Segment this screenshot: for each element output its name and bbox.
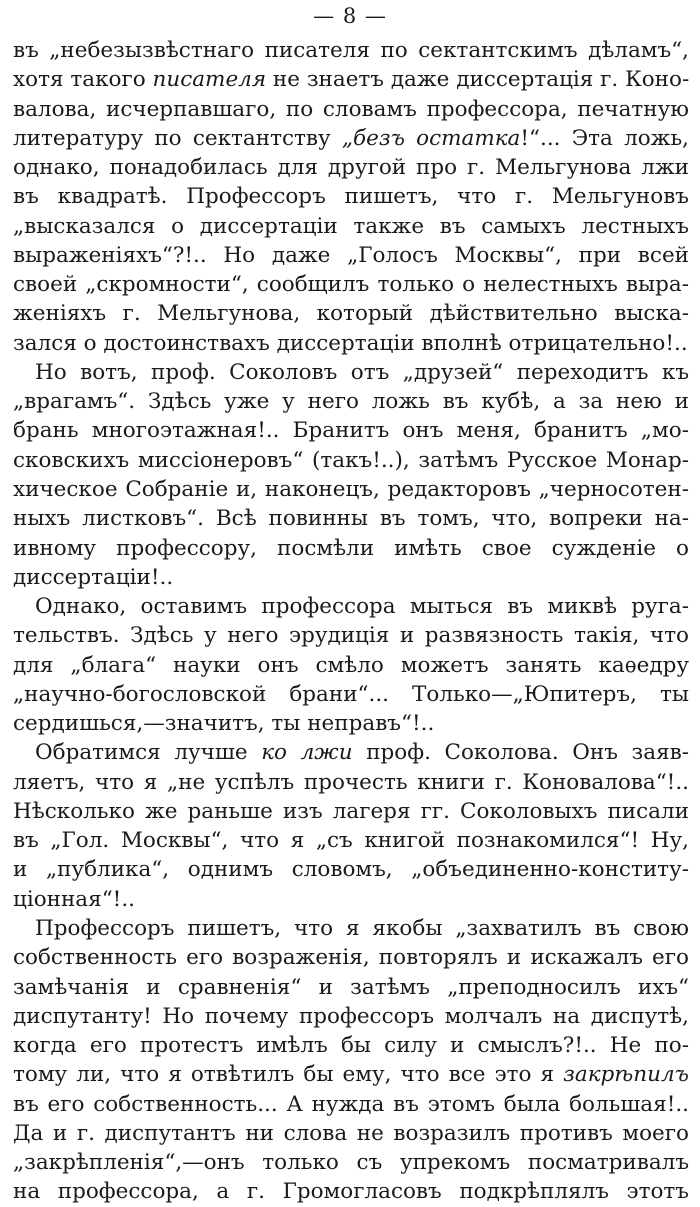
text-segment: сердишься,—значитъ, ты неправъ“!.. [13, 711, 435, 737]
text-segment: „врагамъ“. Здѣсь уже у него ложь въ кубѣ, а за нею и [13, 389, 689, 415]
text-line [13, 797, 689, 826]
text-line [13, 153, 689, 182]
page-number: — 8 — [313, 4, 387, 28]
text-line [13, 885, 689, 914]
text-segment: и „публика“, однимъ словомъ, „объединенно-конститу- [13, 857, 689, 883]
text-segment: собственность его возраженія, повторялъ и искажалъ его [13, 945, 689, 971]
text-segment: Обратимся лучше [35, 740, 262, 766]
text-segment: ляетъ, что я „не успѣлъ прочесть книги г. Коновалова“!.. [13, 769, 689, 795]
text-line [13, 1060, 689, 1089]
text-line [13, 914, 689, 943]
text-segment: Нѣсколько же раньше изъ лагеря гг. Соколовыхъ писали [13, 798, 689, 824]
text-line [13, 709, 689, 738]
text-segment: брань многоэтажная!.. Бранитъ онъ меня, бранитъ „мо- [13, 418, 689, 444]
text-line [13, 1119, 689, 1148]
text-segment: однако, понадобилась для другой про г. Мельгунова лжи [13, 155, 689, 181]
text-line [13, 475, 689, 504]
text-segment: хотя такого [13, 67, 153, 93]
text-segment: „высказался о диссертаціи также въ самыхъ лестныхъ [13, 213, 689, 239]
text-segment: для „блага“ науки онъ смѣло можетъ занять каѳедру [13, 652, 689, 678]
text-line [13, 416, 689, 445]
text-segment: „закрѣпленія“,—онъ только съ упрекомъ посматривалъ [13, 1150, 689, 1176]
text-segment: въ его собственность... А нужда въ этомъ была большая!.. [13, 1091, 689, 1117]
body-text [13, 36, 689, 1207]
text-line [13, 65, 689, 94]
text-segment: тельствъ. Здѣсь у него эрудиція и развязность такія, что [13, 623, 689, 649]
text-line [13, 680, 689, 709]
text-segment: „научно-богословской брани“... Только—„Юпитеръ, ты [13, 681, 689, 707]
italic-text: ко лжи [261, 740, 353, 766]
text-segment: Да и г. диспутантъ ни слова не возразилъ противъ моего [13, 1120, 689, 1146]
text-line [13, 1031, 689, 1060]
text-segment: Но вотъ, проф. Соколовъ отъ „друзей“ переходитъ къ [35, 359, 689, 385]
text-segment: замѣчанія и сравненія“ и затѣмъ „преподносилъ ихъ“ [13, 974, 689, 1000]
text-line [13, 241, 689, 270]
text-line [13, 182, 689, 211]
text-line [13, 299, 689, 328]
text-line [13, 651, 689, 680]
text-segment: тому ли, что я отвѣтилъ бы ему, что все это я [13, 1062, 564, 1088]
text-segment: не знаетъ даже диссертація г. Коно- [266, 67, 689, 93]
text-segment: въ „Гол. Москвы“, что я „съ книгой познакомился“! Ну, [13, 828, 689, 854]
text-segment: ныхъ листковъ“. Всѣ повинны въ томъ, что, вопреки на- [13, 506, 689, 532]
text-segment: на профессора, а г. Громогласовъ подкрѣплялъ этотъ [13, 1179, 689, 1205]
text-segment: выраженіяхъ“?!.. Но даже „Голосъ Москвы“, при всей [13, 242, 689, 268]
text-segment: ивному профессору, посмѣли имѣть свое сужденіе о [13, 535, 689, 561]
text-line [13, 592, 689, 621]
italic-text: „безъ остатка [341, 125, 521, 151]
text-line [13, 124, 689, 153]
text-segment: диспутанту! Но почему профессоръ молчалъ на диспутѣ, [13, 1003, 689, 1029]
text-line [13, 1002, 689, 1031]
text-line [13, 738, 689, 767]
text-line [13, 855, 689, 884]
text-line [13, 621, 689, 650]
text-line [13, 1148, 689, 1177]
text-line [13, 270, 689, 299]
text-segment: зался о достоинствахъ диссертаціи вполнѣ отрицательно!.. [13, 330, 688, 356]
text-line [13, 358, 689, 387]
text-line [13, 826, 689, 855]
text-segment: своей „скромности“, сообщилъ только о нелестныхъ выра- [13, 272, 689, 298]
text-line [13, 95, 689, 124]
text-segment: литературу по сектантству [13, 125, 342, 151]
text-segment: въ „небезызвѣстнаго писателя по сектантскимъ дѣламъ“, [13, 38, 689, 63]
text-line [13, 563, 689, 592]
text-line [13, 1090, 689, 1119]
text-line [13, 1177, 689, 1206]
text-segment: ціонная“!.. [13, 886, 135, 912]
text-segment: валова, исчерпавшаго, по словамъ профессора, печатную [13, 96, 689, 122]
text-line [13, 534, 689, 563]
italic-text: писателя [152, 67, 267, 93]
text-segment: хическое Собраніе и, наконецъ, редакторовъ „черносотен- [13, 476, 689, 502]
text-segment: когда его протестъ имѣлъ бы силу и смыслъ?!.. Не по- [13, 1033, 689, 1059]
text-line [13, 387, 689, 416]
text-segment: Профессоръ пишетъ, что я якобы „захватилъ въ свою [35, 915, 689, 941]
text-line [13, 446, 689, 475]
text-segment: !“... Эта ложь, [520, 125, 689, 151]
text-segment: сковскихъ миссіонеровъ“ (такъ!..), затѣмъ Русское Монар- [13, 447, 689, 473]
text-line [13, 768, 689, 797]
text-line [13, 212, 689, 241]
text-segment: въ квадратѣ. Профессоръ пишетъ, что г. Мельгуновъ [13, 184, 689, 210]
text-line [13, 943, 689, 972]
text-line [13, 329, 689, 358]
text-segment: Однако, оставимъ профессора мыться въ миквѣ руга- [35, 594, 689, 620]
text-line [13, 504, 689, 533]
italic-text: закрѣпилъ [563, 1062, 689, 1088]
text-line [13, 973, 689, 1002]
text-segment: диссертаціи!.. [13, 564, 174, 590]
text-segment: женіяхъ г. Мельгунова, который дѣйствительно выска- [13, 301, 689, 327]
text-line [13, 36, 689, 65]
text-segment: проф. Соколова. Онъ заяв- [352, 740, 689, 766]
